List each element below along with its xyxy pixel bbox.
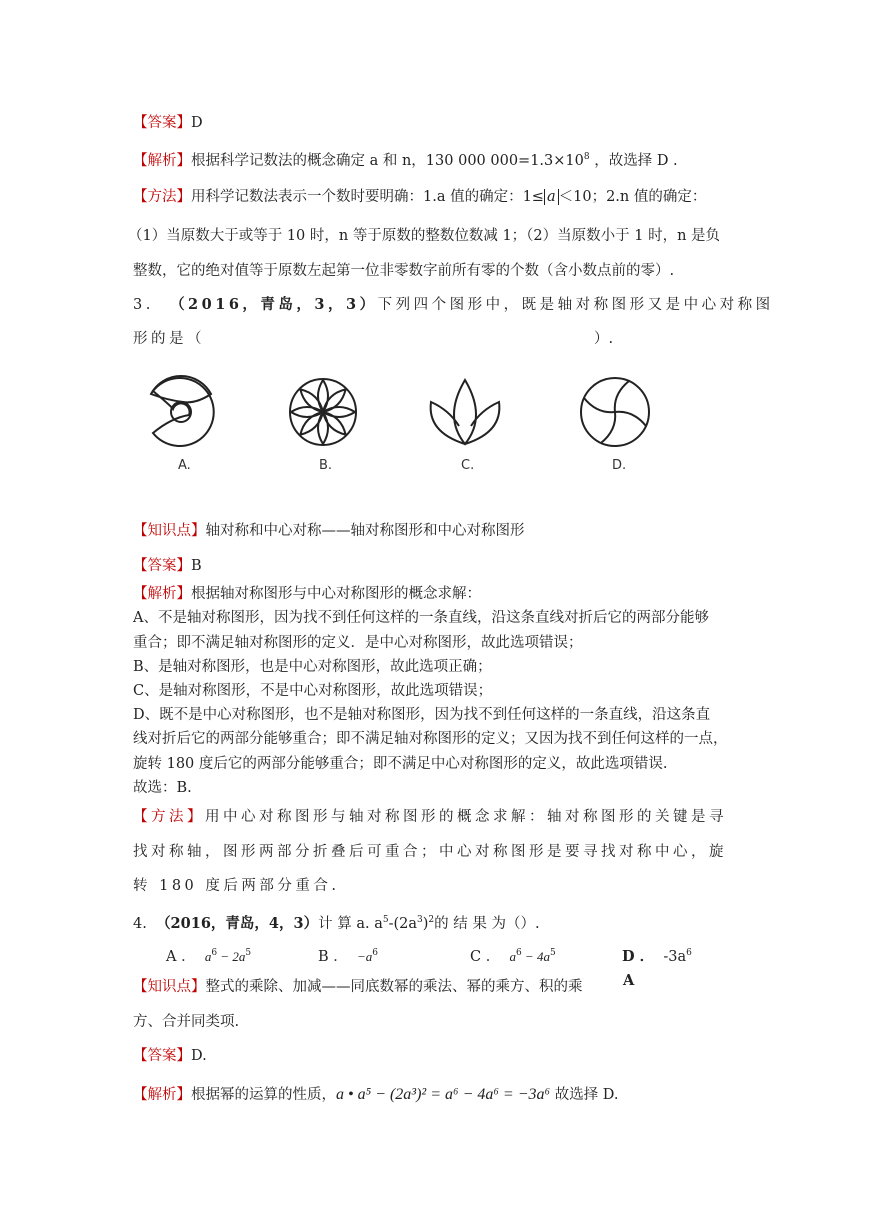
knowledge-text: 轴对称和中心对称——轴对称图形和中心对称图形 [205, 523, 525, 539]
answer-line [133, 114, 203, 132]
question-close-paren: ）. [594, 331, 614, 347]
question-3-line1 [133, 296, 774, 314]
knowledge-line [133, 522, 525, 540]
analysis-3-tag: 【解析】 [133, 586, 191, 602]
analysis-3-line [133, 585, 481, 603]
q4-option-c [470, 944, 556, 966]
option-c-label: C. [461, 458, 475, 473]
question-number: 3. [133, 297, 154, 313]
q4-option-b [318, 944, 378, 966]
question-4-expr: ) [422, 915, 429, 932]
method-tail: ＜10；2.n 值的确定： [558, 189, 707, 205]
option-a-label: A. [178, 458, 191, 473]
knowledge-4-tag: 【知识点】 [133, 979, 206, 995]
exponent: 6 [372, 948, 378, 958]
analysis-3-detail: 重合；即不满足轴对称图形的定义．是中心对称图形，故此选项错误； [133, 635, 583, 651]
exponent: 6 [686, 948, 692, 958]
q4-option-d [622, 944, 692, 966]
knowledge-4-text: 整式的乘除、加减——同底数幂的乘法、幂的乘方、积的乘 [205, 979, 583, 995]
exponent: 3 [417, 915, 423, 925]
figures-svg [135, 370, 675, 480]
question-4-tail: 的 结 果 为（）. [434, 915, 540, 932]
answer-4-tag: 【答案】 [133, 1048, 191, 1064]
method-3-line3: 转 180 度后两部分重合. [133, 878, 340, 894]
question-4-line [133, 911, 540, 933]
option-d-label: D. [612, 458, 627, 473]
analysis-tail: ，故选择 D . [589, 152, 678, 169]
option-expr: a [204, 948, 212, 964]
analysis-3-detail: 故选：B. [133, 780, 192, 796]
answer-4-text: D. [191, 1048, 207, 1064]
figure-d-icon [581, 378, 649, 446]
option-label: B ． [318, 948, 348, 965]
answer-3-text: B [191, 558, 202, 574]
knowledge-4-line [133, 978, 583, 996]
analysis-3-detail: C、是轴对称图形，不是中心对称图形，故此选项错误； [133, 683, 493, 699]
analysis-3-detail: D、既不是中心对称图形，也不是轴对称图形，因为找不到任何这样的一条直线，沿这条直 [133, 707, 711, 723]
knowledge-tag: 【知识点】 [133, 523, 206, 539]
question-4-text: 计 算 a. a [318, 915, 383, 932]
exponent: 5 [245, 948, 252, 958]
option-expr: −a [356, 948, 373, 964]
method-line [133, 188, 706, 206]
option-label: C ． [470, 948, 501, 965]
option-expr: a [509, 948, 516, 964]
exponent: 2 [428, 915, 435, 925]
analysis-4-text: 根据幂的运算的性质， [191, 1087, 336, 1103]
question-4-expr: -(2a [388, 915, 418, 932]
analysis-4-line [133, 1086, 619, 1104]
answer-3-tag: 【答案】 [133, 558, 191, 574]
exponent: 5 [549, 948, 556, 958]
analysis-text: 根据科学记数法的概念确定 a 和 n，130 000 000=1.3×10 [191, 152, 584, 169]
exponent: 6 [211, 948, 218, 958]
method-text: 用科学记数法表示一个数时要明确：1.a 值的确定：1≤ [191, 189, 544, 205]
answer-3-line [133, 557, 202, 575]
question-4-meta: （2016，青岛，4，3） [156, 914, 319, 932]
answer-tag: 【答案】 [133, 115, 191, 131]
method-detail-2: 整数，它的绝对值等于原数左起第一位非零数字前所有零的个数（含小数点前的零）. [133, 263, 675, 279]
figure-a-icon [151, 376, 214, 446]
method-detail-1: （1）当原数大于或等于 10 时，n 等于原数的整数位数减 1；（2）当原数小于 1 时，n 是负 [128, 228, 721, 244]
analysis-3-detail: 线对折后它的两部分能够重合；即不满足轴对称图形的定义；又因为找不到任何这样的一点， [133, 731, 728, 747]
analysis-3-text: 根据轴对称图形与中心对称图形的概念求解： [191, 586, 481, 602]
analysis-tag: 【解析】 [133, 152, 191, 169]
method-3-tag: 【方法】 [133, 809, 205, 825]
question-text: 下列四个图形中，既是轴对称图形又是中心对称图 [377, 297, 774, 313]
abs-value: a [544, 189, 559, 205]
knowledge-4-line2: 方、合并同类项. [133, 1014, 240, 1030]
option-b-label: B. [319, 458, 333, 473]
option-figures [135, 370, 675, 480]
question-3-line2 [133, 330, 205, 348]
analysis-4-tag: 【解析】 [133, 1087, 191, 1103]
analysis-4-formula: a • a⁵ − (2a³)² = a⁶ − 4a⁶ = −3a⁶ [336, 1086, 551, 1103]
question-meta: （2016，青岛，3，3） [170, 296, 378, 313]
figure-b-icon [290, 379, 356, 445]
exponent: 6 [515, 948, 522, 958]
exponent: 8 [583, 152, 590, 162]
option-expr: − 4a [521, 948, 550, 964]
analysis-3-detail: B、是轴对称图形，也是中心对称图形，故此选项正确； [133, 659, 492, 675]
analysis-line [133, 148, 678, 170]
question-4-number: 4. [133, 915, 147, 932]
question-text-2: 形的是（ [133, 331, 205, 347]
analysis-3-detail: 旋转 180 度后它的两部分能够重合；即不满足中心对称图形的定义，故此选项错误. [133, 756, 668, 772]
option-expr: − 2a [217, 948, 246, 964]
stray-option-letter: A [623, 972, 635, 989]
answer-4-line [133, 1047, 207, 1065]
analysis-4-tail: 故选择 D. [550, 1087, 619, 1103]
option-expr: -3a [663, 948, 687, 965]
option-label: D ． [622, 947, 655, 965]
option-label: A ． [166, 948, 196, 965]
analysis-3-detail: A、不是轴对称图形，因为找不到任何这样的一条直线，沿这条直线对折后它的两部分能够 [133, 610, 709, 626]
method-3-line1 [133, 808, 727, 826]
answer-text: D [191, 115, 203, 131]
method-tag: 【方法】 [133, 189, 191, 205]
method-3-text: 用中心对称图形与轴对称图形的概念求解：轴对称图形的关键是寻 [205, 809, 727, 825]
figure-c-icon [431, 380, 500, 444]
q4-option-a [166, 944, 251, 966]
exponent: 5 [382, 915, 389, 925]
method-3-line2: 找对称轴，图形两部分折叠后可重合；中心对称图形是要寻找对称中心，旋 [133, 844, 727, 860]
